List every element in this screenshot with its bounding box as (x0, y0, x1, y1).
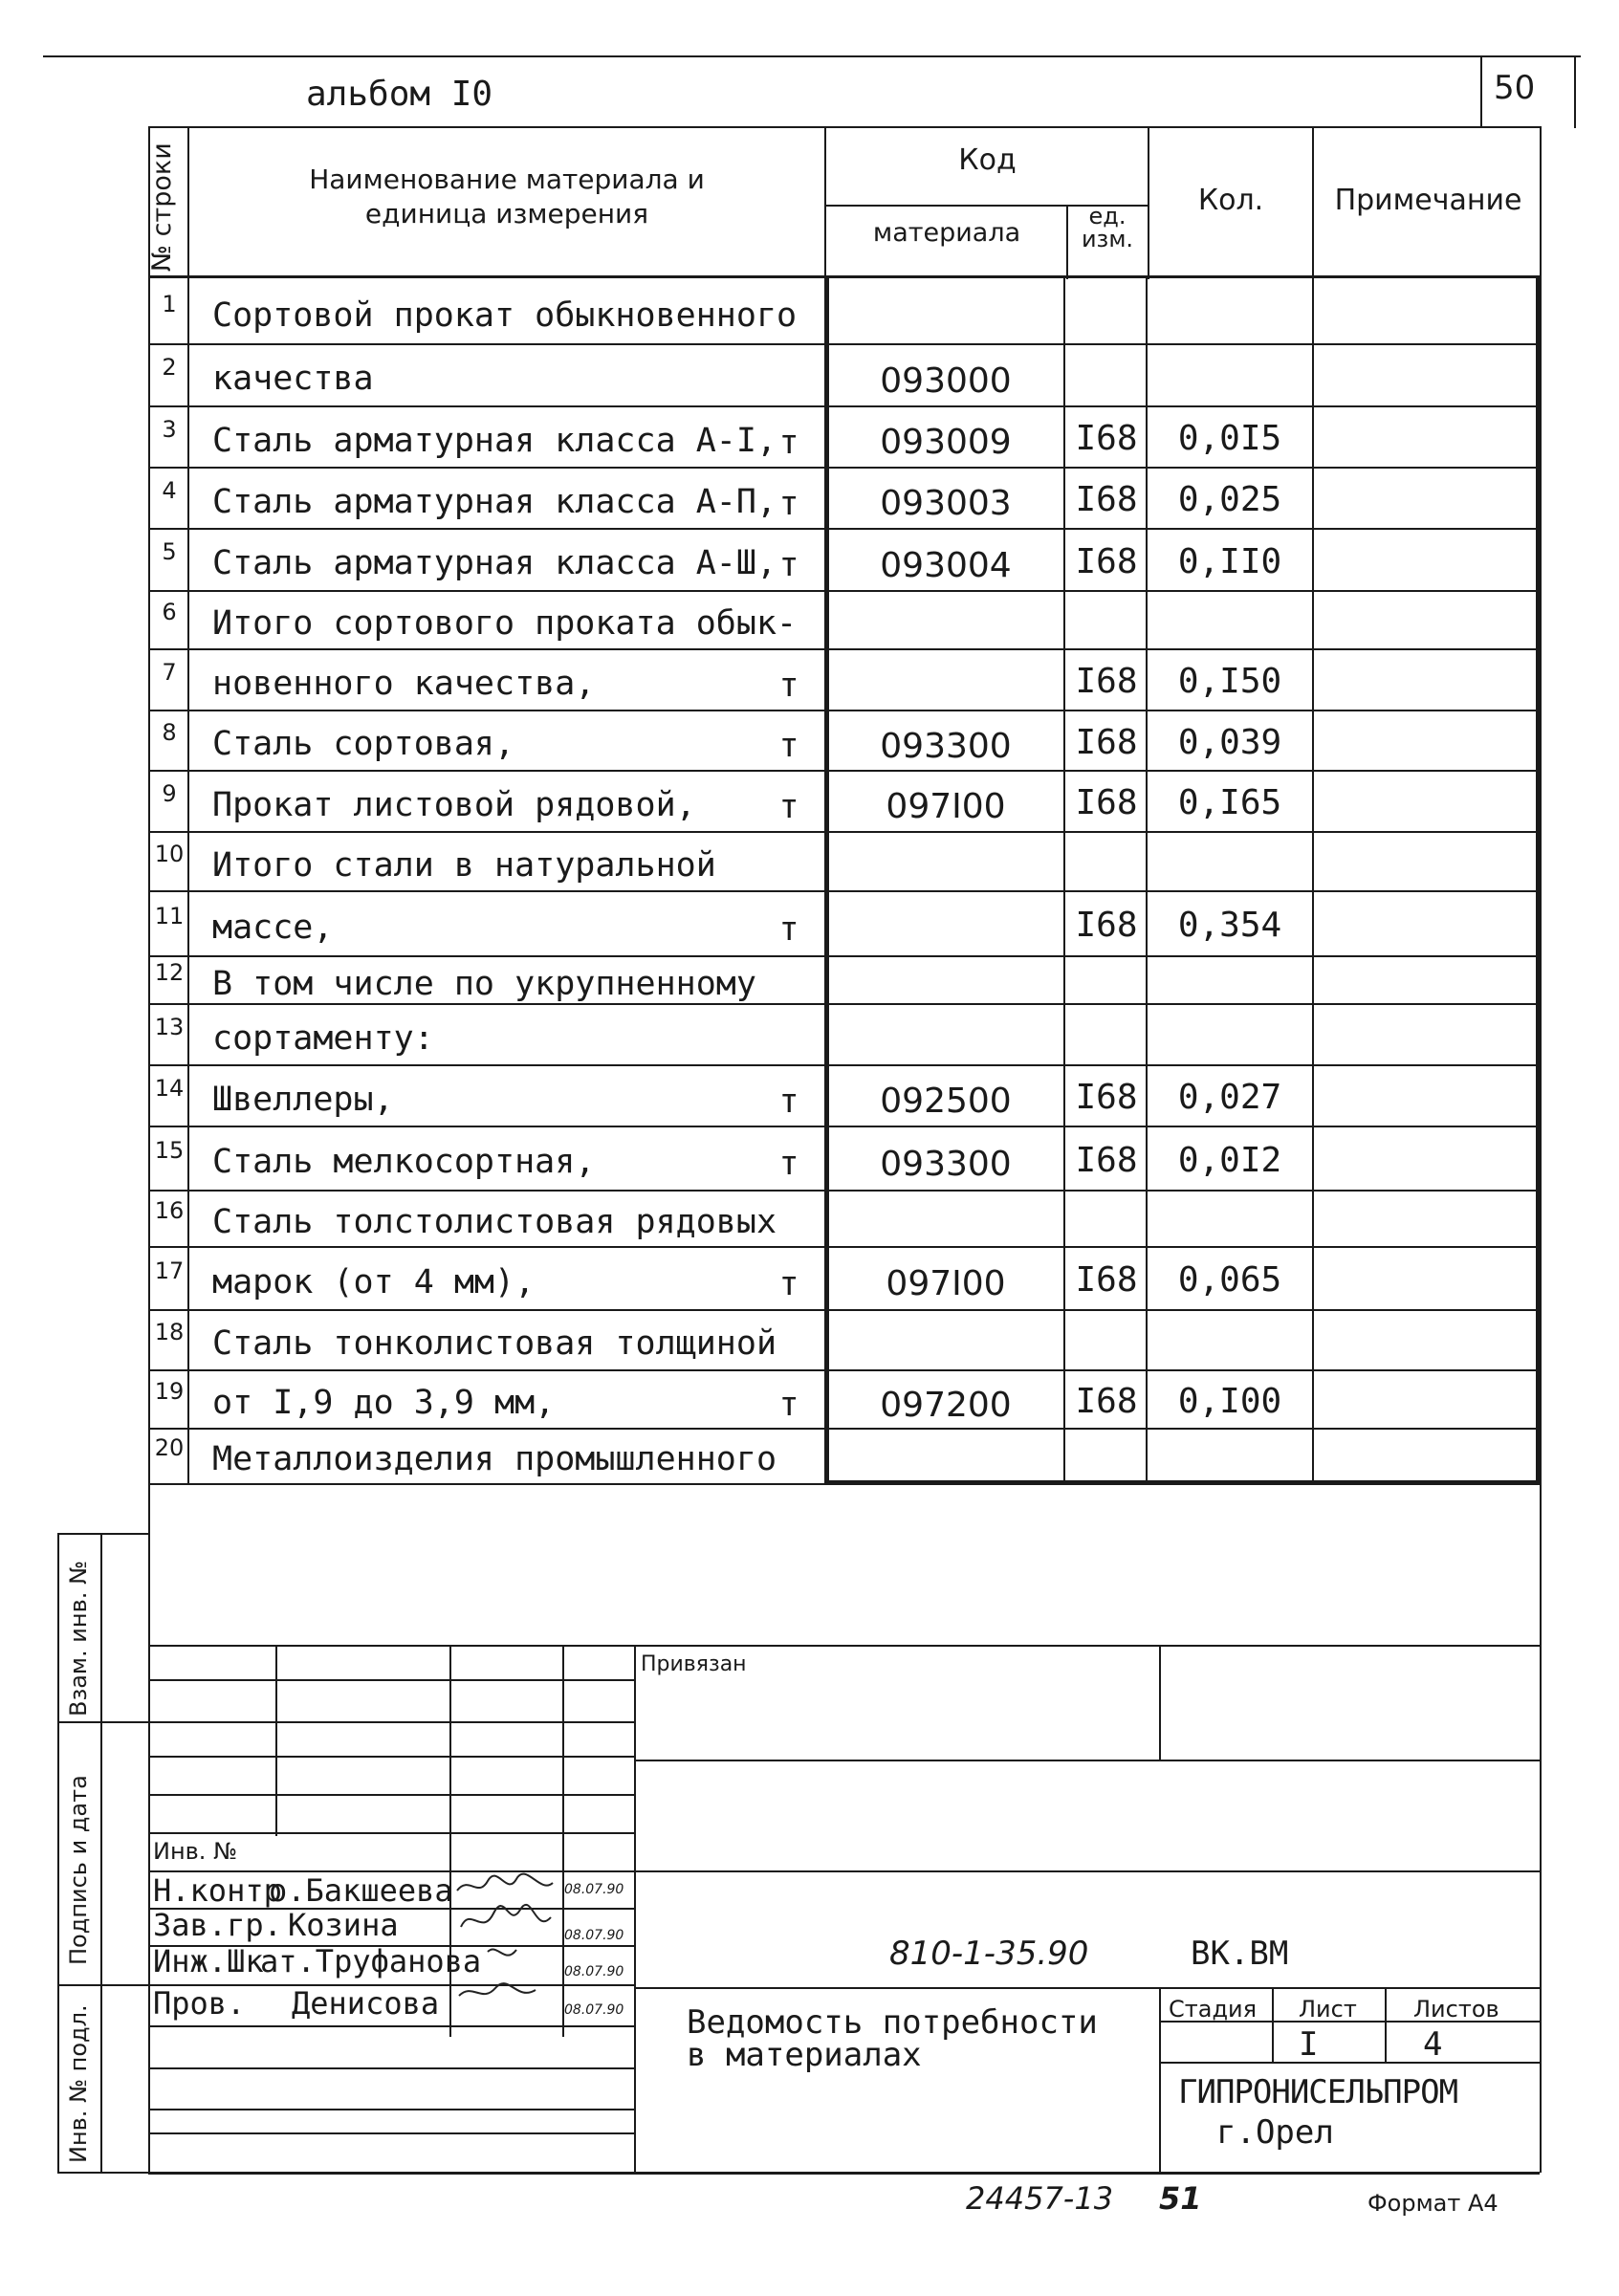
col-line-rownum (187, 126, 189, 1484)
unit-t (765, 1196, 813, 1253)
row-number: 1 (162, 291, 177, 317)
quantity (1148, 281, 1312, 346)
unit-t: т (778, 727, 799, 765)
header-top-line (148, 126, 1540, 128)
tb-stage-value-line (1159, 2062, 1540, 2064)
tb-code-bottom (634, 1987, 1540, 1989)
signer-role-4: Пров. (153, 1985, 246, 2022)
doc-mark: ВК.ВМ (1191, 1935, 1289, 1973)
unit-t (765, 285, 813, 350)
side-stamp-div2 (57, 1984, 148, 1986)
material-name: Итого стали в натуральной (212, 846, 716, 885)
note (1316, 956, 1536, 1004)
note (1316, 1429, 1536, 1483)
material-name: от I,9 до 3,9 мм, (212, 1384, 556, 1422)
stage-label: Стадия (1169, 1996, 1258, 2023)
sheets-label: Листов (1413, 1996, 1499, 2023)
material-code (828, 1196, 1063, 1253)
doc-title-line1: Ведомость потребности (687, 2003, 1098, 2042)
unit-code (1067, 958, 1146, 1006)
material-name: Сталь арматурная класса А-I, (212, 422, 777, 460)
unit-t: т (778, 546, 799, 584)
unit-code: I68 (1075, 542, 1138, 581)
unit-code: I68 (1075, 1078, 1138, 1117)
unit-code: I68 (1075, 419, 1138, 458)
page-number: 50 (1494, 69, 1536, 107)
note (1316, 649, 1536, 711)
vzam-inv-label: Взам. инв. № (65, 1561, 92, 1717)
tb-code-top (634, 1870, 1540, 1872)
inv-no-label: Инв. № (153, 1838, 238, 1865)
material-name: Сталь мелкосортная, (212, 1143, 596, 1181)
material-code (828, 597, 1063, 655)
tb-col1 (275, 1645, 277, 1836)
row-number: 4 (162, 477, 177, 504)
note (1316, 891, 1536, 956)
signer-name-1: о.Бакшеева (269, 1872, 453, 1909)
quantity (1148, 1312, 1312, 1372)
unit-code (1067, 1006, 1146, 1067)
note (1316, 771, 1536, 832)
name-header-line2: единица измерения (364, 198, 649, 230)
quantity (1148, 1431, 1312, 1485)
row-number: 10 (154, 841, 185, 867)
row-number: 15 (154, 1137, 185, 1164)
quantity: 0,I65 (1177, 783, 1282, 822)
unit-code: I68 (1075, 723, 1138, 762)
tb-left-row-line (148, 1756, 634, 1758)
row-number: 17 (154, 1257, 185, 1284)
row-number: 5 (162, 538, 177, 565)
unit-t (765, 1434, 813, 1489)
archive-page: 51 (1159, 2180, 1202, 2217)
side-stamp-outer-line (57, 1533, 59, 2174)
tb-left-row-line (148, 1679, 634, 1681)
tb-privyazan-bottom (634, 1760, 1540, 1761)
material-code (828, 1434, 1063, 1489)
quantity (1148, 593, 1312, 651)
note-header: Примечание (1334, 184, 1522, 217)
quantity (1148, 1006, 1312, 1067)
material-code (828, 897, 1063, 962)
unit-code: I68 (1075, 1382, 1138, 1421)
note (1316, 529, 1536, 591)
material-name: Сталь арматурная класса А-Ш, (212, 544, 777, 582)
name-header (191, 163, 822, 231)
sheet-label: Лист (1299, 1996, 1357, 2023)
material-code (828, 838, 1063, 897)
material-name: В том числе по укрупненному (212, 965, 756, 1003)
material-code: 097I00 (886, 1264, 1006, 1303)
note (1316, 1247, 1536, 1310)
unit-t: т (778, 788, 799, 826)
unit-t: т (778, 667, 799, 705)
tb-col4 (634, 1645, 636, 2173)
org-city: г.Орел (1216, 2113, 1334, 2152)
note (1316, 1191, 1536, 1247)
material-name: сортаменту: (212, 1019, 434, 1058)
note (1316, 1370, 1536, 1429)
unit-code: I68 (1075, 906, 1138, 945)
unit-t (765, 1316, 813, 1376)
material-code: 093300 (880, 1145, 1012, 1184)
material-name: массе, (212, 908, 334, 947)
unit-t (765, 597, 813, 655)
unit-t: т (778, 1386, 799, 1424)
unit-code (1067, 834, 1146, 893)
row-number: 16 (154, 1197, 185, 1224)
material-name: качества (212, 360, 374, 398)
doc-title (687, 2003, 1098, 2074)
material-code (828, 1010, 1063, 1071)
signer-name-4: Денисова (292, 1985, 440, 2022)
material-code: 093300 (880, 727, 1012, 766)
unit-t (765, 350, 813, 412)
unit-code: I68 (1075, 480, 1138, 519)
col-line-note (1312, 277, 1314, 1484)
row-number: 14 (154, 1075, 185, 1102)
side-stamp-inner-line (100, 1533, 102, 2174)
material-code: 093000 (880, 361, 1012, 401)
quantity: 0,I00 (1177, 1382, 1282, 1421)
sheets-value: 4 (1423, 2025, 1443, 2064)
col-line-right-thick (1536, 277, 1541, 1484)
material-name: Сталь арматурная класса А-П, (212, 483, 777, 521)
quantity: 0,027 (1177, 1078, 1282, 1117)
signer-date-4: 08.07.90 (564, 2002, 624, 2018)
tb-privyazan-right (1159, 1645, 1161, 1760)
unit-code: I68 (1075, 1141, 1138, 1180)
quantity (1148, 834, 1312, 893)
material-code: 097I00 (886, 787, 1006, 826)
material-code (828, 1316, 1063, 1376)
tb-top (148, 1645, 1540, 1647)
note (1316, 406, 1536, 468)
quantity: 0,354 (1177, 906, 1282, 945)
code-unit-header-line1: ед. (1088, 203, 1127, 230)
signer-date-3: 08.07.90 (564, 1964, 624, 1979)
signer-role-3: Инж.Шк (153, 1943, 264, 1979)
row-number: 20 (154, 1434, 185, 1461)
privyazan-label: Привязан (641, 1652, 747, 1676)
row-number: 19 (154, 1378, 185, 1405)
unit-t: т (778, 485, 799, 523)
quantity: 0,039 (1177, 723, 1282, 762)
signer-name-3: ат.Труфанова (260, 1943, 482, 1979)
material-name: новенного качества, (212, 665, 596, 703)
quantity (1148, 1192, 1312, 1249)
material-code: 097200 (880, 1386, 1012, 1425)
material-name: Прокат листовой рядовой, (212, 786, 696, 824)
unit-code (1067, 346, 1146, 408)
unit-code (1067, 1431, 1146, 1485)
signer-name-2: Козина (288, 1907, 399, 1943)
inv-podl-label: Инв. № подл. (65, 2004, 92, 2163)
tb-left-row-line (148, 1721, 634, 1723)
material-name: Сталь толстолистовая рядовых (212, 1203, 777, 1241)
row-number: 2 (162, 354, 177, 381)
unit-t: т (778, 1265, 799, 1303)
note (1316, 468, 1536, 529)
note (1316, 711, 1536, 771)
row-number: 13 (154, 1014, 185, 1040)
material-code: 093009 (880, 423, 1012, 462)
signer-role-2: Зав.гр. (153, 1907, 282, 1943)
quantity (1148, 346, 1312, 408)
unit-t: т (778, 424, 799, 462)
doc-title-line2: в материалах (687, 2036, 922, 2074)
sheet-value: I (1299, 2025, 1319, 2064)
note (1316, 832, 1536, 891)
archive-number: 24457-13 (966, 2180, 1114, 2217)
side-stamp-bottom (57, 2172, 148, 2174)
code-material-header: материала (872, 218, 1021, 248)
tb-left-row-line (148, 1794, 634, 1796)
unit-code (1067, 281, 1146, 346)
doc-code: 810-1-35.90 (889, 1935, 1089, 1973)
unit-code: I68 (1075, 1260, 1138, 1300)
material-name: Швеллеры, (212, 1081, 394, 1119)
signer-date-1: 08.07.90 (564, 1882, 624, 1897)
note (1316, 1310, 1536, 1370)
row-number: 6 (162, 599, 177, 625)
quantity-header: Кол. (1197, 184, 1264, 217)
signer-date-2: 08.07.90 (564, 1928, 624, 1943)
material-name: Сортовой прокат обыкновенного (212, 296, 798, 335)
unit-code (1067, 1312, 1146, 1372)
material-code: 093003 (880, 484, 1012, 523)
tb-stage-right (1272, 1987, 1274, 2064)
tb-left-row-line (148, 2025, 634, 2027)
tb-left-row-line (148, 2132, 634, 2134)
tb-sheet-right (1385, 1987, 1387, 2064)
tb-left-row-line (148, 2109, 634, 2110)
unit-t: т (778, 1082, 799, 1121)
album-label: альбом I0 (306, 75, 493, 114)
page-number-box-left (1480, 55, 1482, 128)
material-name: Итого сортового проката обык- (212, 604, 798, 643)
tb-left-row-line (148, 1832, 634, 1834)
row-number-header-text: № строки (147, 142, 177, 272)
name-header-line1: Наименование материала и (309, 164, 705, 195)
unit-t (765, 838, 813, 897)
note (1316, 591, 1536, 649)
col-line-code-left-header (824, 126, 826, 279)
unit-code: I68 (1075, 783, 1138, 822)
quantity (1148, 958, 1312, 1006)
unit-code (1067, 593, 1146, 651)
note (1316, 279, 1536, 344)
code-unit-header-line2: изм. (1081, 226, 1134, 252)
material-code (828, 655, 1063, 716)
quantity: 0,0I2 (1177, 1141, 1282, 1180)
unit-t (765, 1010, 813, 1071)
code-header: Код (958, 143, 1017, 177)
row-number: 3 (162, 416, 177, 443)
note (1316, 1004, 1536, 1065)
material-name: Металлоизделия промышленного (212, 1440, 777, 1478)
material-name: Сталь тонколистовая толщиной (212, 1324, 777, 1363)
row-number: 18 (154, 1319, 185, 1345)
note (1316, 1065, 1536, 1126)
material-name: Сталь сортовая, (212, 725, 515, 763)
quantity: 0,I50 (1177, 662, 1282, 701)
unit-code: I68 (1075, 662, 1138, 701)
page-frame-left (148, 126, 150, 2173)
unit-t: т (778, 1145, 799, 1183)
tb-stage-left (1159, 1987, 1161, 2173)
signer-role-1: Н.контр (153, 1872, 282, 1909)
format-label: Формат А4 (1367, 2190, 1499, 2217)
material-code: 093004 (880, 546, 1012, 585)
code-unit-header (1069, 205, 1146, 251)
org-name: ГИПРОНИСЕЛЬПРОМ (1178, 2073, 1458, 2111)
material-code (828, 285, 1063, 350)
col-line-unit-header (1066, 205, 1068, 279)
side-stamp-top (57, 1533, 148, 1535)
row-number: 11 (154, 903, 185, 929)
podpis-data-label: Подпись и дата (65, 1775, 92, 1965)
signature-scribbles (449, 1870, 562, 2023)
tb-left-row-line (148, 2067, 634, 2069)
note (1316, 344, 1536, 406)
quantity: 0,II0 (1177, 542, 1282, 581)
header-bottom-line (148, 275, 1540, 278)
row-number: 7 (162, 659, 177, 686)
note (1316, 1126, 1536, 1191)
tb-bottom (148, 2172, 1540, 2175)
material-code: 092500 (880, 1082, 1012, 1121)
quantity: 0,025 (1177, 480, 1282, 519)
side-stamp-div1 (57, 1721, 148, 1723)
row-number-header (143, 132, 187, 275)
top-rule (43, 55, 1581, 57)
material-name: марок (от 4 мм), (212, 1263, 536, 1301)
col-line-unit (1063, 277, 1065, 1484)
row-number: 9 (162, 780, 177, 807)
unit-code (1067, 1192, 1146, 1249)
row-number: 8 (162, 719, 177, 746)
page-number-box-right (1574, 55, 1576, 128)
quantity: 0,065 (1177, 1260, 1282, 1300)
col-line-note-header (1312, 126, 1314, 279)
unit-t: т (778, 910, 799, 949)
row-number: 12 (154, 959, 185, 986)
quantity: 0,0I5 (1177, 419, 1282, 458)
